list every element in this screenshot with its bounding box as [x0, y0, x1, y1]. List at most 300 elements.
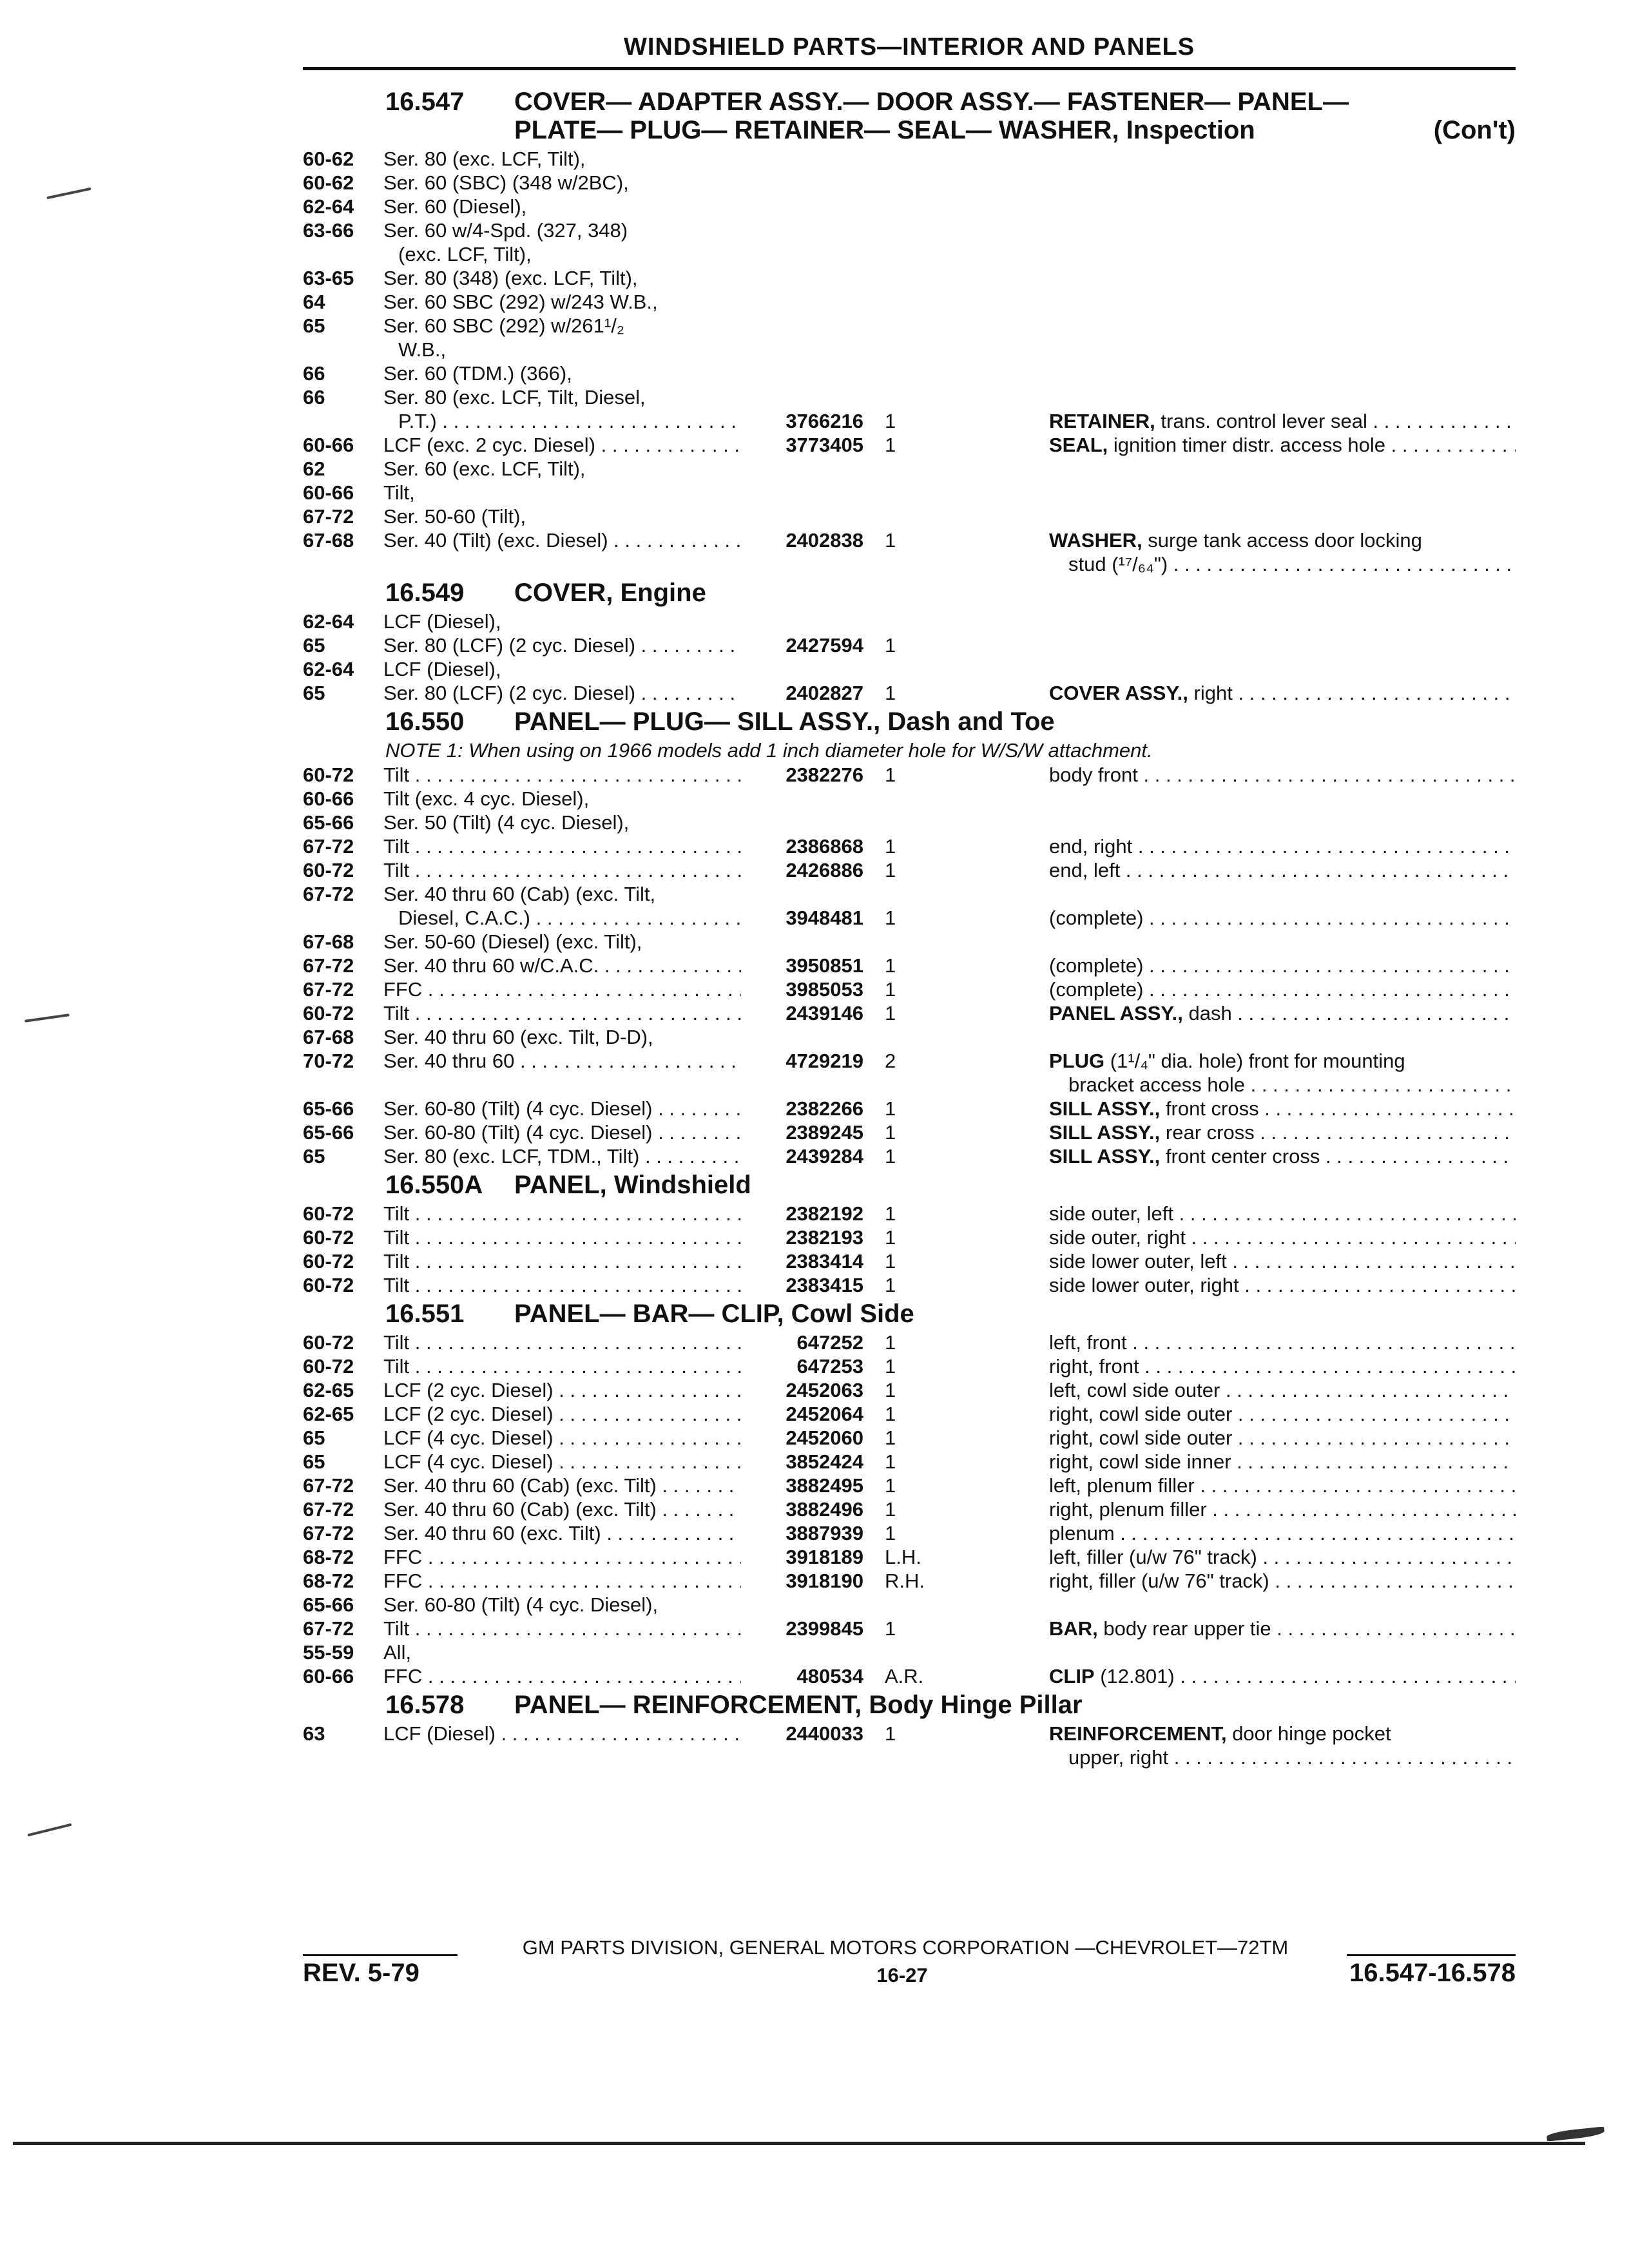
catalog-section [303, 88, 1516, 576]
table-row [303, 882, 1516, 906]
part-number: 3985053 [786, 978, 863, 1001]
table-row [303, 1426, 1516, 1450]
application: FFC . . . [383, 1569, 741, 1593]
quantity: 1 [885, 1121, 896, 1144]
application: Ser. 80 (LCF) (2 cyc. Diesel) . . . [383, 633, 741, 657]
application: Ser. 80 (348) (exc. LCF, Tilt), [383, 267, 638, 289]
description-keyword: SILL ASSY., [1049, 1097, 1161, 1120]
table-row [303, 1722, 1516, 1745]
part-number: 647253 [796, 1355, 863, 1378]
description [1049, 1617, 1516, 1640]
application: Tilt . . . [383, 834, 741, 858]
table-row [303, 481, 1516, 505]
table-row [303, 1049, 1516, 1073]
year-range: 62 [303, 457, 325, 480]
catalog-section [303, 707, 1516, 1168]
application: Ser. 60-80 (Tilt) (4 cyc. Diesel), [383, 1593, 659, 1616]
quantity: 1 [885, 434, 896, 456]
description-text: left, filler (u/w 76" track) [1049, 1546, 1257, 1568]
part-number: 2382192 [786, 1202, 863, 1225]
year-range: 70-72 [303, 1050, 354, 1072]
part-number: 2382276 [786, 764, 863, 786]
year-range: 64 [303, 291, 325, 313]
application: LCF (4 cyc. Diesel) . . . [383, 1426, 741, 1450]
catalog-section [303, 1171, 1516, 1297]
description [1049, 1521, 1516, 1545]
table-row [303, 1545, 1516, 1569]
description [1049, 433, 1516, 457]
bottom-rule [13, 2142, 1585, 2145]
table-row [303, 1097, 1516, 1120]
quantity: 1 [885, 1474, 896, 1497]
description [1049, 528, 1516, 552]
footer-rule-right [1347, 1954, 1516, 1956]
quantity: 1 [885, 1522, 896, 1544]
table-row [303, 763, 1516, 787]
section-title [303, 88, 1516, 144]
description [1049, 1402, 1516, 1426]
year-range: 67-72 [303, 1474, 354, 1497]
year-range: 65 [303, 1427, 325, 1449]
part-number: 3918189 [786, 1546, 863, 1568]
description-text: stud (¹⁷/₆₄") [1068, 553, 1168, 575]
quantity: 1 [885, 764, 896, 786]
table-row [303, 977, 1516, 1001]
description-keyword: WASHER, [1049, 529, 1142, 552]
application: LCF (2 cyc. Diesel) . . . [383, 1378, 741, 1402]
year-range: 65 [303, 682, 325, 704]
year-range: 60-66 [303, 434, 354, 456]
quantity: 1 [885, 1145, 896, 1168]
description-text: right, cowl side inner [1049, 1450, 1231, 1473]
description [1049, 1450, 1516, 1474]
table-row [303, 1617, 1516, 1640]
year-range: 62-64 [303, 610, 354, 633]
year-range: 65-66 [303, 1121, 354, 1144]
table-row [303, 505, 1516, 528]
part-number: 2383414 [786, 1250, 863, 1273]
part-number: 3852424 [786, 1450, 863, 1473]
table-row [303, 290, 1516, 314]
year-range: 65-66 [303, 1593, 354, 1616]
application: Ser. 80 (LCF) (2 cyc. Diesel) . . . [383, 681, 741, 705]
table-row [303, 681, 1516, 705]
part-number: 2440033 [786, 1722, 863, 1745]
application: Tilt, [383, 481, 415, 504]
quantity: 1 [885, 1250, 896, 1273]
application: Ser. 60 (TDM.) (366), [383, 362, 572, 385]
section-title-line1: PANEL, Windshield [514, 1171, 751, 1199]
section-title [303, 1171, 1516, 1199]
table-row [303, 811, 1516, 834]
year-range: 65 [303, 634, 325, 657]
part-number: 2399845 [786, 1617, 863, 1640]
header-rule [303, 67, 1516, 70]
application: All, [383, 1641, 412, 1664]
application: FFC . . . [383, 1545, 741, 1569]
description-text: right, plenum filler [1049, 1498, 1207, 1521]
description-text: (complete) [1049, 978, 1144, 1001]
table-row [303, 433, 1516, 457]
page-number: 16-27 [876, 1964, 928, 1986]
year-range: 68-72 [303, 1546, 354, 1568]
year-range: 60-72 [303, 764, 354, 786]
year-range: 67-68 [303, 529, 354, 552]
description [1049, 681, 1516, 705]
application: FFC . . . [383, 977, 741, 1001]
table-row [303, 1273, 1516, 1297]
description [1049, 1001, 1516, 1025]
table-row [303, 1378, 1516, 1402]
year-range: 67-72 [303, 978, 354, 1001]
year-range: 67-72 [303, 954, 354, 977]
part-number: 2402838 [786, 529, 863, 552]
application: Ser. 60 SBC (292) w/261¹/₂ [383, 314, 624, 337]
table-row [303, 361, 1516, 385]
description-text: body rear upper tie [1097, 1617, 1271, 1640]
application: Ser. 40 thru 60 (Cab) (exc. Tilt) . . . [383, 1497, 741, 1521]
table-row [303, 147, 1516, 171]
description-keyword: BAR, [1049, 1617, 1098, 1640]
year-range: 60-72 [303, 1202, 354, 1225]
description-text: (complete) [1049, 907, 1144, 929]
table-row [303, 610, 1516, 633]
table-row [303, 385, 1516, 409]
application: Ser. 80 (exc. LCF, Tilt), [383, 148, 586, 170]
description [1049, 1249, 1516, 1273]
table-row [303, 242, 1516, 266]
year-range: 67-72 [303, 835, 354, 858]
application: Tilt . . . [383, 1273, 741, 1297]
application: Ser. 40 thru 60 (exc. Tilt) . . . [383, 1521, 741, 1545]
quantity: 1 [885, 978, 896, 1001]
table-row [303, 171, 1516, 195]
section-number: 16.551 [385, 1300, 465, 1328]
part-number: 3948481 [786, 907, 863, 929]
part-number: 2426886 [786, 859, 863, 881]
table-row [303, 930, 1516, 954]
quantity: 1 [885, 1403, 896, 1425]
description [1049, 1378, 1516, 1402]
description-text: right [1188, 682, 1233, 704]
table-row [303, 1664, 1516, 1688]
application: Tilt . . . [383, 1001, 741, 1025]
year-range: 67-68 [303, 1026, 354, 1048]
catalog-section [303, 1691, 1516, 1769]
section-title [303, 1691, 1516, 1719]
application: Ser. 40 thru 60 (exc. Tilt, D-D), [383, 1026, 653, 1048]
footer-division: GM PARTS DIVISION, GENERAL MOTORS CORPORATION —CHEVROLET—72TM [522, 1936, 1289, 1959]
description-text: right, filler (u/w 76" track) [1049, 1570, 1269, 1592]
description [1049, 1722, 1516, 1745]
description [1049, 954, 1516, 977]
table-row [303, 1402, 1516, 1426]
application: Ser. 50-60 (Diesel) (exc. Tilt), [383, 930, 642, 953]
catalog-body [303, 85, 1516, 1769]
application: Tilt . . . [383, 1617, 741, 1640]
application: Ser. 60 SBC (292) w/243 W.B., [383, 291, 658, 313]
part-number: 3950851 [786, 954, 863, 977]
section-title-line2: PLATE— PLUG— RETAINER— SEAL— WASHER, Inspection [514, 116, 1255, 144]
part-number: 3766216 [786, 410, 863, 432]
description-keyword: COVER ASSY., [1049, 682, 1188, 704]
section-number: 16.549 [385, 579, 465, 607]
section-title-line1: COVER, Engine [514, 579, 706, 607]
application: Ser. 40 thru 60 (Cab) (exc. Tilt) . . . [383, 1474, 741, 1497]
part-number: 2452060 [786, 1427, 863, 1449]
application: LCF (2 cyc. Diesel) . . . [383, 1402, 741, 1426]
year-range: 67-72 [303, 883, 354, 905]
quantity: 1 [885, 634, 896, 657]
application: Tilt . . . [383, 1249, 741, 1273]
quantity: 1 [885, 1097, 896, 1120]
quantity: 1 [885, 529, 896, 552]
application: P.T.) . . . [398, 409, 741, 433]
section-number: 16.547 [385, 88, 465, 116]
table-row [303, 1745, 1516, 1769]
description [1049, 1225, 1516, 1249]
table-row [303, 954, 1516, 977]
description-keyword: PANEL ASSY., [1049, 1002, 1183, 1024]
table-row [303, 1144, 1516, 1168]
part-number: 3773405 [786, 434, 863, 456]
page-header: WINDSHIELD PARTS—INTERIOR AND PANELS [623, 34, 1195, 61]
year-range: 60-66 [303, 1665, 354, 1687]
quantity: 1 [885, 1002, 896, 1024]
year-range: 60-62 [303, 148, 354, 170]
catalog-section [303, 579, 1516, 705]
table-row [303, 218, 1516, 242]
description-text: bracket access hole [1068, 1073, 1245, 1096]
application: Ser. 60-80 (Tilt) (4 cyc. Diesel) . . . [383, 1120, 741, 1144]
quantity: 1 [885, 1226, 896, 1249]
application: Ser. 60 (Diesel), [383, 195, 527, 218]
section-number: 16.578 [385, 1691, 465, 1719]
description [1049, 977, 1516, 1001]
revision-label: REV. 5-79 [303, 1959, 419, 1987]
application: Tilt . . . [383, 1225, 741, 1249]
year-range: 67-72 [303, 1498, 354, 1521]
application: Ser. 60 (exc. LCF, Tilt), [383, 457, 586, 480]
year-range: 67-72 [303, 505, 354, 528]
description [1049, 906, 1516, 930]
part-number: 2427594 [786, 634, 863, 657]
quantity: R.H. [885, 1570, 925, 1592]
year-range: 60-72 [303, 1002, 354, 1024]
year-range: 62-64 [303, 658, 354, 680]
year-range: 66 [303, 362, 325, 385]
description-text: right, cowl side outer [1049, 1427, 1233, 1449]
table-row [303, 1120, 1516, 1144]
year-range: 67-68 [303, 930, 354, 953]
year-range: 65-66 [303, 1097, 354, 1120]
description-text: dash [1182, 1002, 1232, 1024]
description [1049, 1273, 1516, 1297]
description-text: rear cross [1160, 1121, 1255, 1144]
application: Ser. 50 (Tilt) (4 cyc. Diesel), [383, 811, 630, 834]
description-text: side lower outer, right [1049, 1274, 1239, 1296]
quantity: 2 [885, 1050, 896, 1072]
section-title-line1: PANEL— BAR— CLIP, Cowl Side [514, 1300, 914, 1328]
part-number: 3882495 [786, 1474, 863, 1497]
description-keyword: REINFORCEMENT, [1049, 1722, 1227, 1745]
description-text: front center cross [1160, 1145, 1320, 1168]
table-row [303, 195, 1516, 218]
year-range: 63-65 [303, 267, 354, 289]
footer-rule-left [303, 1954, 458, 1956]
description-text: end, right [1049, 835, 1133, 858]
description-text: (1¹/₄" dia. hole) front for mounting [1104, 1050, 1405, 1072]
year-range: 62-65 [303, 1403, 354, 1425]
year-range: 65 [303, 1450, 325, 1473]
description-text: (complete) [1049, 954, 1144, 977]
application: Ser. 40 thru 60 (Cab) (exc. Tilt, [383, 883, 656, 905]
application: Tilt . . . [383, 1202, 741, 1225]
table-row [303, 1497, 1516, 1521]
ink-smudge [1547, 2126, 1605, 2141]
description [1049, 1664, 1516, 1688]
punch-hole-mark [46, 187, 91, 199]
description [1049, 1497, 1516, 1521]
year-range: 65 [303, 1145, 325, 1168]
application: LCF (4 cyc. Diesel) . . . [383, 1450, 741, 1474]
section-number: 16.550A [385, 1171, 483, 1199]
year-range: 62-65 [303, 1379, 354, 1401]
application: Ser. 40 thru 60 w/C.A.C. . . . [383, 954, 741, 977]
quantity: A.R. [885, 1665, 924, 1687]
table-row [303, 1202, 1516, 1225]
description [1049, 1426, 1516, 1450]
table-row [303, 266, 1516, 290]
part-number: 3882496 [786, 1498, 863, 1521]
description-text: front cross [1160, 1097, 1259, 1120]
quantity: 1 [885, 682, 896, 704]
application: Tilt . . . [383, 858, 741, 882]
quantity: 1 [885, 1331, 896, 1354]
table-row [303, 1450, 1516, 1474]
description-keyword: PLUG [1049, 1050, 1105, 1072]
application: Tilt . . . [383, 763, 741, 787]
part-number: 2389245 [786, 1121, 863, 1144]
quantity: L.H. [885, 1546, 921, 1568]
description-keyword: CLIP [1049, 1665, 1095, 1687]
section-title-line1: PANEL— PLUG— SILL ASSY., Dash and Toe [514, 707, 1055, 736]
year-range: 60-72 [303, 1331, 354, 1354]
table-row [303, 906, 1516, 930]
quantity: 1 [885, 1617, 896, 1640]
table-row [303, 552, 1516, 576]
application: Ser. 80 (exc. LCF, TDM., Tilt) . . . [383, 1144, 741, 1168]
year-range: 60-62 [303, 171, 354, 194]
application: FFC . . . [383, 1664, 741, 1688]
table-row [303, 787, 1516, 811]
table-row [303, 528, 1516, 552]
application: Ser. 50-60 (Tilt), [383, 505, 526, 528]
description [1049, 1569, 1516, 1593]
description-text: left, front [1049, 1331, 1127, 1354]
description-text: side lower outer, left [1049, 1250, 1227, 1273]
table-row [303, 1073, 1516, 1097]
year-range: 60-72 [303, 1250, 354, 1273]
table-row [303, 1249, 1516, 1273]
part-number: 4729219 [786, 1050, 863, 1072]
description [1049, 1545, 1516, 1569]
description [1049, 1202, 1516, 1225]
description [1068, 1073, 1516, 1097]
application: Ser. 60-80 (Tilt) (4 cyc. Diesel) . . . [383, 1097, 741, 1120]
catalog-section [303, 1300, 1516, 1688]
description [1049, 858, 1516, 882]
description [1068, 552, 1516, 576]
table-row [303, 338, 1516, 361]
application: Tilt . . . [383, 1331, 741, 1354]
quantity: 1 [885, 1427, 896, 1449]
year-range: 60-72 [303, 1274, 354, 1296]
description-text: trans. control lever seal [1155, 410, 1367, 432]
punch-hole-mark [28, 1823, 72, 1837]
year-range: 55-59 [303, 1641, 354, 1664]
part-number: 3887939 [786, 1522, 863, 1544]
section-title-line1: COVER— ADAPTER ASSY.— DOOR ASSY.— FASTENER— PANEL— [514, 88, 1349, 116]
description-text: (12.801) [1094, 1665, 1175, 1687]
quantity: 1 [885, 1450, 896, 1473]
table-row [303, 1640, 1516, 1664]
quantity: 1 [885, 954, 896, 977]
application: Tilt (exc. 4 cyc. Diesel), [383, 787, 590, 810]
section-number: 16.550 [385, 707, 465, 736]
application: W.B., [398, 338, 447, 361]
quantity: 1 [885, 1274, 896, 1296]
year-range: 67-72 [303, 1617, 354, 1640]
part-number: 2382266 [786, 1097, 863, 1120]
year-range: 60-66 [303, 481, 354, 504]
table-row [303, 1025, 1516, 1049]
application: LCF (Diesel), [383, 610, 501, 633]
quantity: 1 [885, 1498, 896, 1521]
table-row [303, 657, 1516, 681]
year-range: 62-64 [303, 195, 354, 218]
description [1049, 1144, 1516, 1168]
description-keyword: SEAL, [1049, 434, 1108, 456]
description-text: plenum [1049, 1522, 1115, 1544]
description-text: left, plenum filler [1049, 1474, 1195, 1497]
table-row [303, 1474, 1516, 1497]
part-number: 480534 [796, 1665, 863, 1687]
quantity: 1 [885, 1355, 896, 1378]
description-text: end, left [1049, 859, 1121, 881]
table-row [303, 1521, 1516, 1545]
application: Ser. 60 w/4-Spd. (327, 348) [383, 219, 628, 242]
section-title-line1: PANEL— REINFORCEMENT, Body Hinge Pillar [514, 1691, 1083, 1719]
description [1049, 1049, 1516, 1073]
description [1049, 763, 1516, 787]
quantity: 1 [885, 410, 896, 432]
description [1049, 1474, 1516, 1497]
part-number: 2386868 [786, 835, 863, 858]
year-range: 65-66 [303, 811, 354, 834]
year-range: 63-66 [303, 219, 354, 242]
table-row [303, 314, 1516, 338]
year-range: 60-66 [303, 787, 354, 810]
description-keyword: SILL ASSY., [1049, 1145, 1161, 1168]
part-number: 647252 [796, 1331, 863, 1354]
description [1068, 1745, 1516, 1769]
part-number: 2439146 [786, 1002, 863, 1024]
description-text: surge tank access door locking [1142, 529, 1422, 552]
part-number: 2452064 [786, 1403, 863, 1425]
table-row [303, 834, 1516, 858]
year-range: 67-72 [303, 1522, 354, 1544]
